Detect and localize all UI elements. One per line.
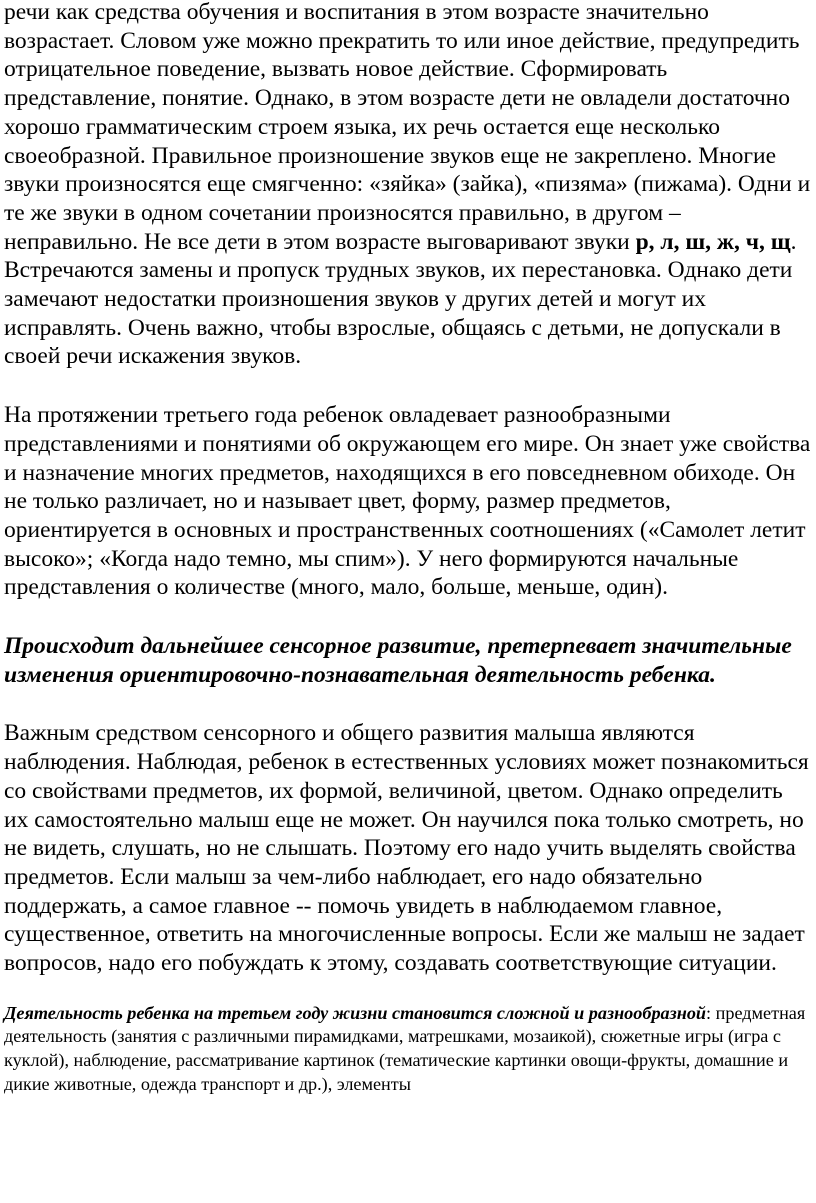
paragraph-speech-text-b: . Встречаются замены и пропуск трудных звуков, их перестановка. Однако дети замечают недостатки произношения звуков у других детей и могут их исправлять. Очень важно, чтобы взрослые, общаясь с детьми, не допускали в своей речи искажения звуков.	[4, 228, 797, 370]
heading-sensory-development: Происходит дальнейшее сенсорное развитие, претерпевает значительные изменения ориентировочно-познавательная деятельность ребенка.	[4, 633, 792, 688]
paragraph-speech	[4, 0, 812, 371]
paragraph-speech-text-a: речи как средства обучения и воспитания в этом возрасте значительно возрастает. Словом уже можно прекратить то или иное действие, предупредить отрицательное поведение, вызвать новое действие. Сформировать представление, понятие. Однако, в этом возрасте дети не овладели достаточно хорошо грамматическим строем языка, их речь остается еще несколько своеобразной. Правильное произношение звуков еще не закреплено. Многие звуки произносятся еще смягченно: «зяйка» (зайка), «пизяма» (пижама). Одни и те же звуки в одном сочетании произносятся правильно, в другом – неправильно. Не все дети в этом возрасте выговаривают звуки	[4, 0, 811, 255]
paragraph-observations: Важным средством сенсорного и общего развития малыша являются наблюдения. Наблюдая, ребенок в естественных условиях может познакомиться со свойствами предметов, их формой, величиной, цветом. Однако определить их самостоятельно малыш еще не может. Он научился пока только смотреть, но не видеть, слушать, но не слышать. Поэтому его надо учить выделять свойства предметов. Если малыш за чем-либо наблюдает, его надо обязательно поддержать, а самое главное -- помочь увидеть в наблюдаемом главное, существенное, ответить на многочисленные вопросы. Если же малыш не задает вопросов, надо его побуждать к этому, создавать соответствующие ситуации.	[4, 720, 809, 977]
bold-sounds: р, л, ш, ж, ч, щ	[635, 228, 791, 255]
paragraph-third-year: На протяжении третьего года ребенок овладевает разнообразными представлениями и понятиями об окружающем его мире. Он знает уже свойства и назначение многих предметов, находящихся в его повседневном обиходе. Он не только различает, но и называет цвет, форму, размер предметов, ориентируется в основных и пространственных соотношениях («Самолет летит высоко»; «Когда надо темно, мы спим»). У него формируются начальные представления о количестве (много, мало, больше, меньше, один).	[4, 402, 811, 601]
activity-rest: : предметная деятельность (занятия с различными пирамидками, матрешками, мозаикой), сюжетные игры (игра с куклой), наблюдение, рассматривание картинок (тематические картинки овощи-фрукты, домашние и дикие животные, одежда транспорт и др.), элементы	[4, 1002, 806, 1094]
paragraph-activity	[4, 1002, 812, 1096]
document-page	[4, 0, 812, 1096]
activity-lead: Деятельность ребенка на третьем году жизни становится сложной и разнообразной	[4, 1002, 707, 1023]
